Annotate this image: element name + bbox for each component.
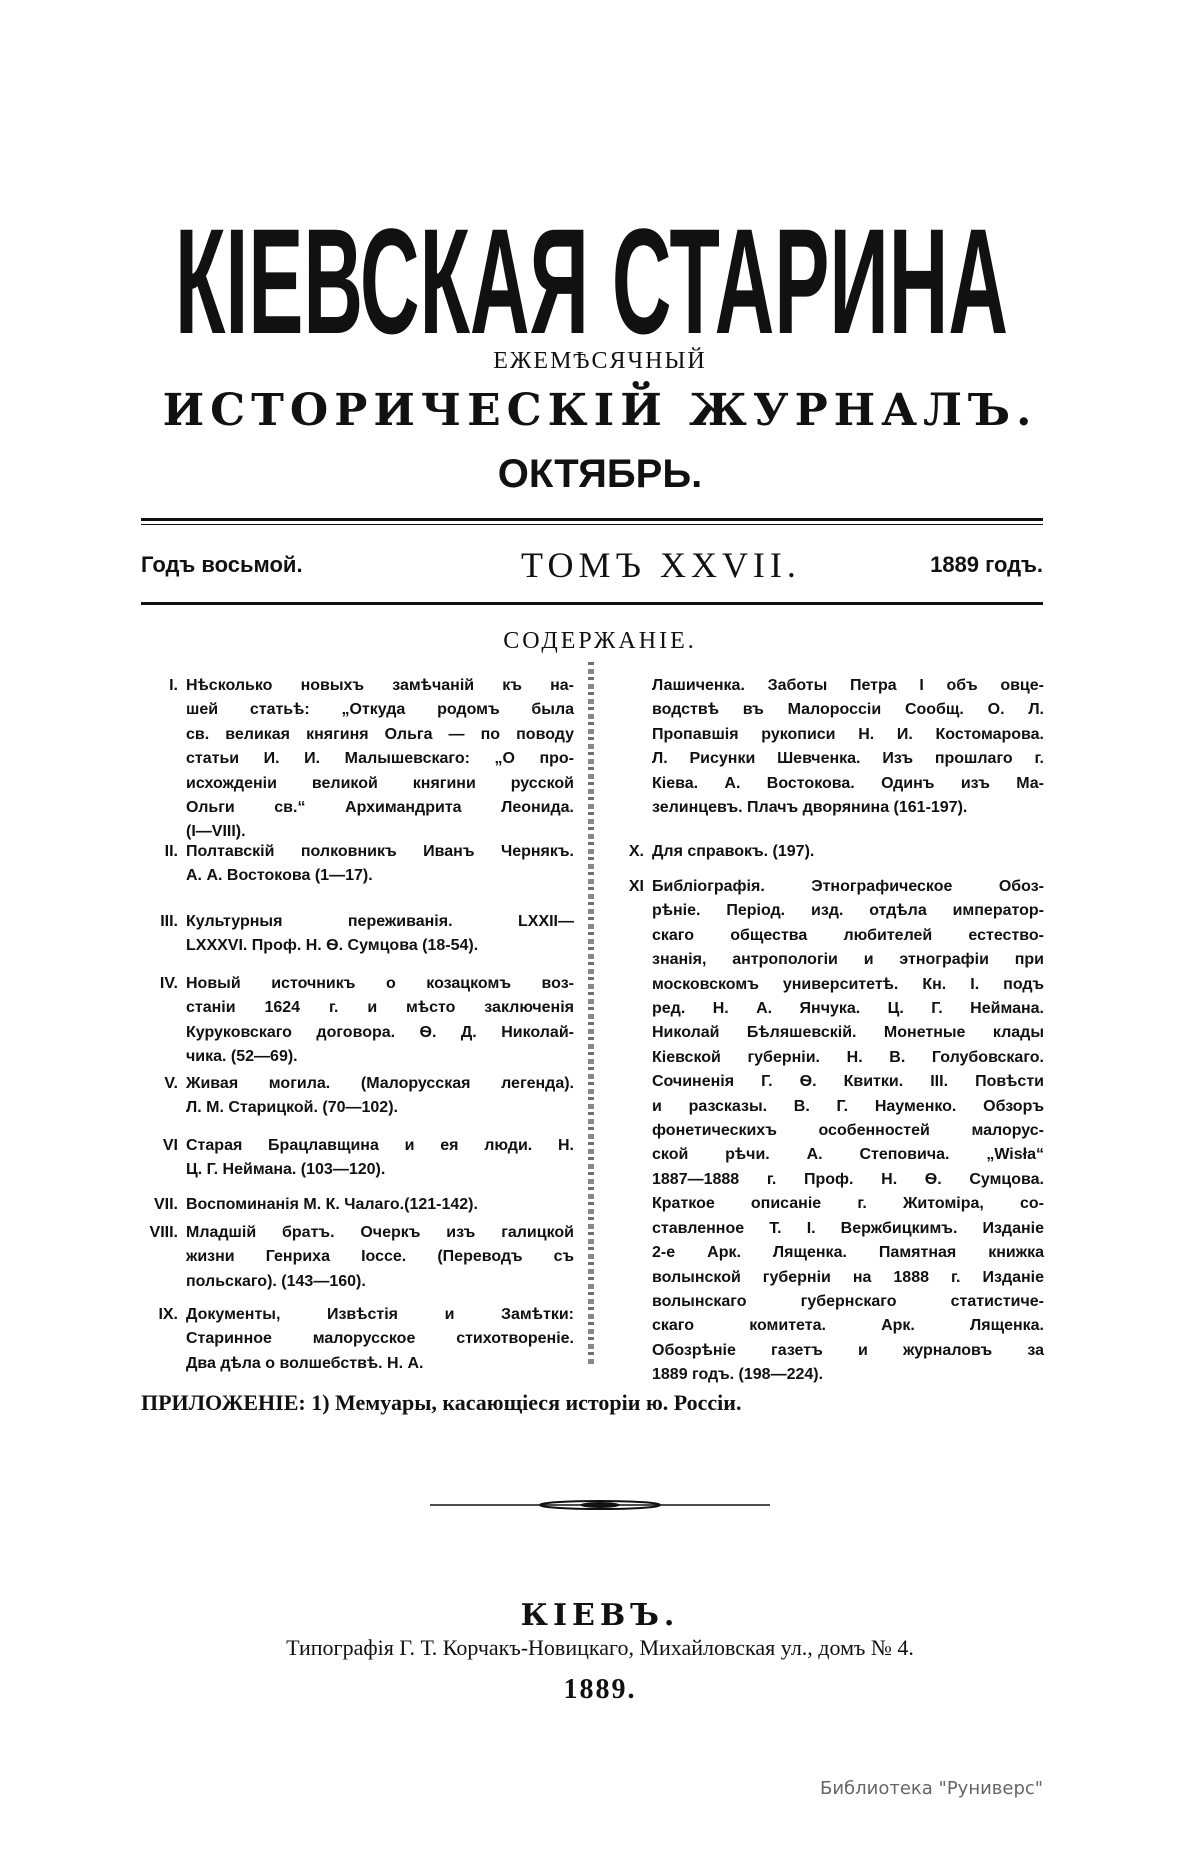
subtitle-historical-journal: ИСТОРИЧЕСКІЙ ЖУРНАЛЪ. bbox=[162, 385, 1038, 436]
toc-entry bbox=[153, 1193, 574, 1217]
toc-entry-line: скаго общества любителей естество- bbox=[652, 926, 1044, 944]
toc-entry bbox=[628, 875, 1044, 1388]
journal-title-text: КІЕВСКАЯ СТАРИНА bbox=[175, 197, 1008, 345]
toc-entry-line: водствѣ въ Малороссіи Сообщ. О. Л. bbox=[652, 701, 1044, 719]
volume-label: ТОМЪ XXVII. bbox=[521, 545, 801, 585]
toc-entry-line: св. великая княгиня Ольга — по поводу bbox=[186, 725, 574, 743]
toc-entry bbox=[652, 674, 1044, 820]
year: 1889 годъ. bbox=[930, 552, 1043, 577]
toc-entry-line: чика. (52—69). bbox=[186, 1048, 298, 1066]
toc-entry bbox=[169, 674, 574, 845]
toc-entry-line: ской рѣчи. А. Степовича. „Wisła“ bbox=[652, 1146, 1044, 1164]
toc-entry-line: шей статьѣ: „Откуда родомъ была bbox=[186, 701, 574, 719]
toc-entry-line: волынской губерніи на 1888 г. Изданіе bbox=[652, 1268, 1044, 1286]
toc-entry-line: Обозрѣніе газетъ и журналовъ за bbox=[652, 1341, 1044, 1359]
journal-title-lettering bbox=[175, 195, 1008, 345]
toc-entry-line: Живая могила. (Малорусская легенда). bbox=[186, 1075, 574, 1092]
toc-entry-line: Л. Рисунки Шевченка. Изъ прошлаго г. bbox=[652, 750, 1044, 768]
toc-entry-line: исхожденіи великой княгини русской bbox=[186, 774, 574, 792]
toc-entry-line: Новый источникъ о козацкомъ воз- bbox=[186, 975, 574, 992]
divider bbox=[141, 602, 1043, 605]
toc-entry-line: Документы, Извѣстія и Замѣтки: bbox=[186, 1306, 574, 1323]
toc-entry-line: зелинцевъ. Плачъ дворянина (161-197). bbox=[652, 799, 968, 817]
toc-entry-line: польскаго). (143—160). bbox=[186, 1272, 366, 1290]
toc-entry-line: Куруковскаго договора. Ѳ. Д. Николай- bbox=[186, 1023, 574, 1041]
publication-year: 1889. bbox=[563, 1674, 637, 1705]
toc-entry-line: ставленное Т. І. Вержбицкимъ. Изданіе bbox=[652, 1219, 1044, 1237]
toc-entry-line: Полтавскій полковникъ Иванъ Чернякъ. bbox=[186, 843, 574, 860]
toc-entry-line: А. А. Востокова (1—17). bbox=[186, 867, 373, 885]
toc-entry-line: (I—VIII). bbox=[186, 823, 246, 841]
divider bbox=[141, 524, 1043, 525]
toc-entry-number: XI bbox=[628, 878, 644, 895]
toc-entry-number: III. bbox=[160, 913, 178, 930]
toc-entry-line: Лашиченка. Заботы Петра I объ овце- bbox=[652, 677, 1044, 694]
toc-entry-line: Старинное малорусское стихотвореніе. bbox=[186, 1330, 574, 1348]
toc-entry-line: Младшій братъ. Очеркъ изъ галицкой bbox=[186, 1224, 574, 1241]
toc-entry bbox=[164, 840, 574, 889]
appendix: ПРИЛОЖЕНІЕ: 1) Мемуары, касающіеся исторіи ю. Россіи. bbox=[141, 1390, 742, 1415]
library-watermark: Библиотека "Руниверс" bbox=[820, 1778, 1044, 1799]
ornamental-column-divider bbox=[588, 662, 594, 1367]
ornament-divider bbox=[430, 1500, 770, 1510]
toc-entry-number: I. bbox=[169, 677, 178, 694]
toc-entry-line: LXXXVI. Проф. Н. Ѳ. Сумцова (18-54). bbox=[186, 937, 479, 955]
toc-entry-line: скаго комитета. Арк. Лященка. bbox=[652, 1317, 1044, 1335]
toc-entry-line: Культурныя переживанія. LXXII— bbox=[186, 913, 574, 930]
toc-entry-line: Николай Бѣляшевскій. Монетные клады bbox=[652, 1024, 1044, 1042]
toc-entry-line: Ольги св.“ Архимандрита Леонида. bbox=[186, 799, 574, 817]
toc-entry bbox=[162, 1134, 574, 1183]
toc-entry-line: Пропавшія рукописи Н. И. Костомарова. bbox=[652, 725, 1044, 743]
toc-entry-line: жизни Генриха Іоссе. (Переводъ съ bbox=[186, 1248, 574, 1266]
toc-entry bbox=[158, 1303, 574, 1376]
toc-entry bbox=[160, 910, 574, 959]
toc-entry-number: VIII. bbox=[149, 1224, 178, 1241]
issue-month: ОКТЯБРЬ. bbox=[497, 452, 703, 496]
toc-entry-line: 2-е Арк. Лященка. Памятная книжка bbox=[652, 1244, 1044, 1262]
toc-entry-number: VII. bbox=[153, 1196, 178, 1213]
toc-entry-line: Для справокъ. (197). bbox=[652, 843, 815, 860]
toc-entry-line: ред. Н. А. Янчука. Ц. Г. Неймана. bbox=[652, 1000, 1044, 1018]
divider bbox=[141, 518, 1043, 521]
toc-entry bbox=[159, 972, 574, 1070]
toc-entry-line: фонетическихъ особенностей малорус- bbox=[652, 1122, 1044, 1140]
city: КІЕВЪ. bbox=[520, 1598, 680, 1633]
toc-entry-line: Старая Брацлавщина и ея люди. Н. bbox=[186, 1137, 574, 1154]
contents-heading: СОДЕРЖАНІЕ. bbox=[503, 628, 697, 654]
toc-entry-line: волынскаго губернскаго статистиче- bbox=[652, 1292, 1044, 1310]
toc-entry-number: V. bbox=[164, 1075, 178, 1092]
toc-entry-line: Нѣсколько новыхъ замѣчаній къ на- bbox=[186, 677, 574, 694]
toc-entry-line: московскомъ университетѣ. Кн. I. подъ bbox=[652, 975, 1044, 993]
journal-title bbox=[175, 195, 1008, 345]
toc-entry-line: Краткое описаніе г. Житоміра, со- bbox=[652, 1195, 1044, 1213]
toc-entry bbox=[628, 840, 1044, 864]
toc-entry-line: 1887—1888 г. Проф. Н. Ѳ. Сумцова. bbox=[652, 1170, 1044, 1188]
toc-entry-line: Воспоминанія М. К. Чалаго.(121-142). bbox=[186, 1196, 478, 1213]
volume-row bbox=[141, 545, 1043, 585]
toc-entry-line: статьи И. И. Малышевскаго: „О про- bbox=[186, 750, 574, 768]
toc-entry bbox=[164, 1072, 574, 1121]
toc-entry-line: знанія, антропологіи и этнографіи при bbox=[652, 951, 1044, 969]
toc-entry-line: Кіевской губерніи. Н. В. Голубовскаго. bbox=[652, 1048, 1044, 1066]
printing-house: Типографія Г. Т. Корчакъ-Новицкаго, Михайловская ул., домъ № 4. bbox=[286, 1635, 914, 1660]
toc-entry-line: Кіева. А. Востокова. Одинъ изъ Ма- bbox=[652, 774, 1044, 792]
toc-entry-number: IV. bbox=[159, 975, 178, 992]
toc-entry-number: IX. bbox=[158, 1306, 178, 1323]
toc-entry-line: Библіографія. Этнографическое Обоз- bbox=[652, 878, 1044, 895]
toc-entry-line: рѣніе. Період. изд. отдѣла император- bbox=[652, 902, 1044, 920]
toc-entry-line: и разсказы. В. Г. Науменко. Обзоръ bbox=[652, 1097, 1044, 1115]
toc-entry-line: Ц. Г. Неймана. (103—120). bbox=[186, 1161, 386, 1179]
toc-entry-number: X. bbox=[628, 843, 644, 860]
toc-entry-number: II. bbox=[164, 843, 178, 860]
toc-entry-line: станіи 1624 г. и мѣсто заключенія bbox=[186, 999, 574, 1017]
toc-entry-line: Л. М. Старицкой. (70—102). bbox=[186, 1099, 398, 1117]
toc-entry-line: Сочиненія Г. Ѳ. Квитки. III. Повѣсти bbox=[652, 1073, 1044, 1091]
toc-entry-line: 1889 годъ. (198—224). bbox=[652, 1366, 824, 1384]
toc-entry-number: VI bbox=[162, 1137, 178, 1154]
toc-entry-line: Два дѣла о волшебствѣ. Н. А. bbox=[186, 1354, 424, 1372]
subtitle-monthly: ЕЖЕМѢСЯЧНЫЙ bbox=[493, 348, 707, 374]
year-label: Годъ восьмой. bbox=[141, 552, 303, 577]
toc-entry bbox=[149, 1221, 574, 1294]
